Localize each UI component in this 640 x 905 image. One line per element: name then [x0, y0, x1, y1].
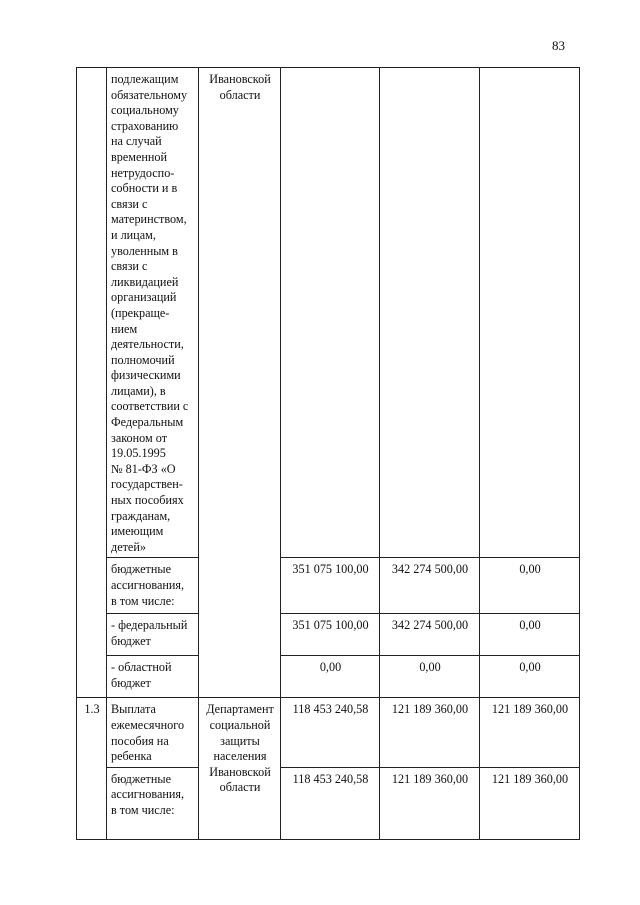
value-cell	[380, 68, 480, 558]
value-cell: 121 189 360,00	[480, 698, 580, 767]
value-cell: 121 189 360,00	[380, 698, 480, 767]
row-label: бюджетные ассигнования, в том числе:	[107, 767, 199, 839]
value-cell: 118 453 240,58	[281, 767, 380, 839]
table-row	[77, 68, 580, 558]
value-cell: 121 189 360,00	[380, 767, 480, 839]
value-cell: 121 189 360,00	[480, 767, 580, 839]
value-cell: 0,00	[281, 656, 380, 698]
value-cell: 351 075 100,00	[281, 558, 380, 614]
executor-cell: Ивановской области	[199, 68, 281, 698]
number-cell	[77, 68, 107, 698]
value-cell: 342 274 500,00	[380, 558, 480, 614]
page-number: 83	[552, 38, 565, 53]
value-cell	[480, 68, 580, 558]
value-cell: 0,00	[480, 656, 580, 698]
table-row	[77, 698, 580, 767]
value-cell: 0,00	[480, 614, 580, 656]
value-cell: 351 075 100,00	[281, 614, 380, 656]
value-cell	[281, 68, 380, 558]
table-row	[77, 558, 580, 614]
measure-description: Выплата ежемесячного пособия на ребенка	[107, 698, 199, 767]
value-cell: 342 274 500,00	[380, 614, 480, 656]
table-row	[77, 767, 580, 839]
row-number: 1.3	[77, 698, 107, 839]
row-label: бюджетные ассигнования, в том числе:	[107, 558, 199, 614]
value-cell: 0,00	[480, 558, 580, 614]
measure-description: подлежащим обязательному социальному страхованию на случай временной нетрудоспо- собности и в связи с материнством, и лицам, уволенным в связи с ликвидацией организаций (прекраще- нием деятельности, полномочий физическими лицами), в соответствии с Федеральным законом от 19.05.1995 № 81-ФЗ «О государствен- ных пособиях гражданам, имеющим детей»	[107, 68, 199, 558]
executor-cell: Департамент социальной защиты населения Ивановской области	[199, 698, 281, 839]
budget-table	[76, 67, 580, 840]
table-row	[77, 614, 580, 656]
value-cell: 118 453 240,58	[281, 698, 380, 767]
row-label: - федеральный бюджет	[107, 614, 199, 656]
row-label: - областной бюджет	[107, 656, 199, 698]
table-row	[77, 656, 580, 698]
value-cell: 0,00	[380, 656, 480, 698]
